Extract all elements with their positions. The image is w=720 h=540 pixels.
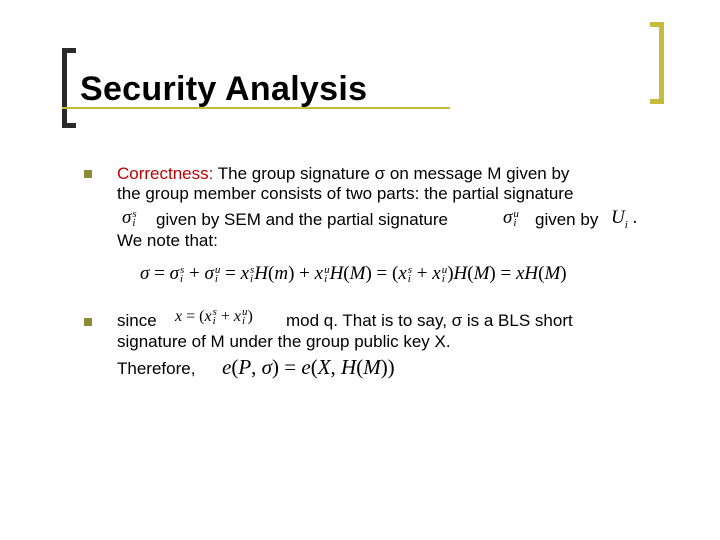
bullet-marker-1 — [84, 170, 92, 178]
bullet1-line1-rest: The group signature σ on message M given by — [213, 164, 570, 183]
bullet1-line4: We note that: — [117, 231, 218, 250]
bullet-marker-2 — [84, 318, 92, 326]
user-ui-symbol: $U_i$ . — [611, 207, 638, 231]
correctness-label: Correctness: — [117, 164, 214, 183]
bullet2-therefore: Therefore, — [117, 359, 196, 378]
bullet2-line1-rest: mod q. That is to say, σ is a BLS short — [286, 311, 573, 330]
bullet1-line3a: given by SEM and the partial signature — [156, 210, 449, 229]
bullet2-line2: signature of M under the group public key X. — [117, 332, 451, 351]
bullet1-line1 — [117, 164, 569, 184]
title-bracket-left — [62, 48, 76, 128]
x-definition: x = (xs i + xu i ) — [175, 306, 253, 328]
equation-sigma-sum: σ = σs i + σu i = xs iH(m) + xu i H(M) = (xs i + xu i )H(M) = xH(M) — [140, 263, 567, 285]
sigma-u-symbol: σu i — [503, 207, 519, 229]
slide-title: Security Analysis — [80, 70, 368, 108]
bullet2-since: since — [117, 311, 157, 330]
bullet1-line2: the group member consists of two parts: the partial signature — [117, 184, 574, 203]
sigma-s-symbol: σs i — [122, 207, 137, 229]
title-bracket-right — [650, 22, 664, 104]
bullet1-line3b: given by — [535, 210, 599, 229]
pairing-equation: e(P, σ) = e(X, H(M)) — [222, 355, 395, 379]
